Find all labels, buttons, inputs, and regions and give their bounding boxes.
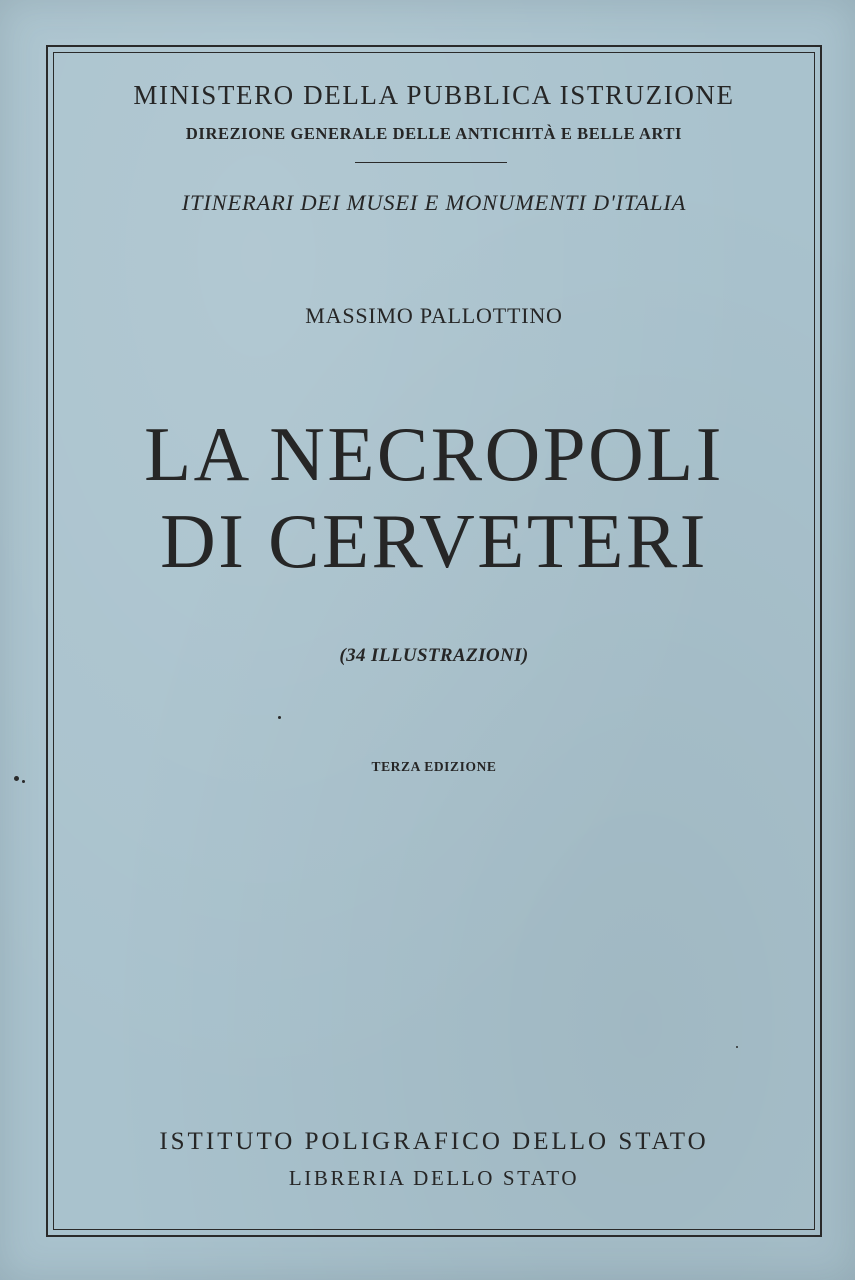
- series-title: ITINERARI DEI MUSEI E MONUMENTI D'ITALIA: [181, 190, 687, 215]
- book-title-line-2: DI CERVETERI: [160, 498, 708, 584]
- publisher-imprint: LIBRERIA DELLO STATO: [288, 1166, 580, 1190]
- ink-speck: [278, 716, 281, 719]
- ink-speck: [22, 780, 25, 783]
- ministry-heading: MINISTERO DELLA PUBBLICA ISTRUZIONE: [133, 80, 735, 110]
- author-name: MASSIMO PALLOTTINO: [305, 303, 563, 328]
- edition-label: TERZA EDIZIONE: [371, 759, 497, 774]
- inner-border-frame: [53, 52, 815, 1230]
- illustrations-note: (34 ILLUSTRAZIONI): [339, 645, 529, 666]
- ink-speck: [14, 776, 19, 781]
- divider-rule: [355, 162, 507, 163]
- ink-speck: [736, 1046, 738, 1048]
- book-title-line-1: LA NECROPOLI: [144, 411, 724, 497]
- direction-subheading: DIREZIONE GENERALE DELLE ANTICHITÀ E BELLE ARTI: [185, 124, 683, 143]
- publisher-name: ISTITUTO POLIGRAFICO DELLO STATO: [159, 1128, 709, 1155]
